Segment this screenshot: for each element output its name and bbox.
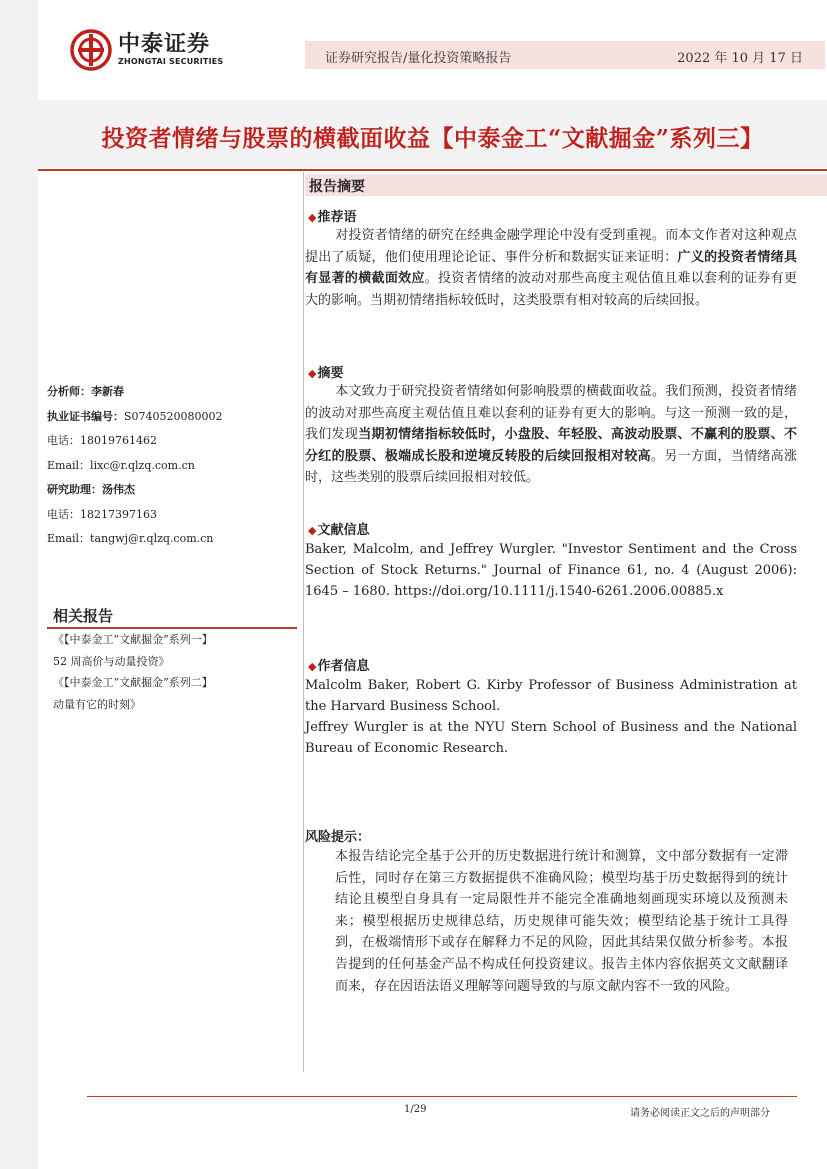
recommendation-text-2: 。投资者情绪的波动对那些高度主观估值且难以套利的证券有更大的影响。当期初情绪指标较低时，这类股票有相对较高的后续回报。 (305, 271, 797, 308)
left-margin-strip (0, 0, 38, 1169)
logo-english-name: ZHONGTAI SECURITIES (118, 57, 224, 66)
report-type-bar (305, 41, 825, 69)
analyst-phone: 电话：18019761462 (47, 434, 157, 447)
assistant-name: 汤伟杰 (102, 483, 135, 496)
analyst-info (47, 380, 297, 552)
abstract-paragraph (305, 381, 797, 489)
author-info-2: Jeffrey Wurgler is at the NYU Stern School of Business and the National Bureau of Economic Research. (305, 720, 797, 756)
related-report-item[interactable]: 52 周高价与动量投资》 (53, 654, 170, 668)
footer-divider (87, 1096, 797, 1097)
assistant-label: 研究助理： (47, 483, 102, 496)
author-title (308, 655, 369, 674)
assistant-email[interactable]: Email：tangwj@r.qlzq.com.cn (47, 532, 214, 545)
license-line (47, 405, 297, 430)
document-title: 投资者情绪与股票的横截面收益【中泰金工“文献掘金”系列三】 (101, 125, 764, 152)
related-reports-title: 相关报告 (47, 605, 297, 629)
related-report-item[interactable]: 《【中泰金工“文献掘金”系列二】 (53, 676, 213, 689)
footer-disclaimer: 请务必阅读正文之后的声明部分 (630, 1108, 770, 1119)
recommendation-paragraph (305, 225, 797, 311)
abstract-title-text: 摘要 (317, 366, 344, 381)
recommendation-title-text: 推荐语 (317, 210, 357, 225)
literature-citation: Baker, Malcolm, and Jeffrey Wurgler. "Investor Sentiment and the Cross Section of Stock Returns." Journal of Finance 61, no. 4 (August 2006): 1645 – 1680. https://doi.org/10.1111/j.1540-6261.2006.00885.x (305, 542, 797, 599)
risk-paragraph: 本报告结论完全基于公开的历史数据进行统计和测算，文中部分数据有一定滞后性，同时存在第三方数据提供不准确风险；模型均基于历史数据得到的统计结论且模型自身具有一定局限性并不能完全准确地刻画现实环境以及预测未来；模型根据历史规律总结，历史规律可能失效；模型结论基于统计工具得到，在极端情形下或存在解释力不足的风险，因此其结果仅做分析参考。本报告提到的任何基金产品不构成任何投资建议。报告主体内容依据英文文献翻译而来，存在因语法语义理解等问题导致的与原文献内容不一致的风险。 (335, 849, 788, 994)
literature-title-text: 文献信息 (317, 523, 370, 538)
author-info-1: Malcolm Baker, Robert G. Kirby Professor of Business Administration at the Harvard Business School. (305, 678, 797, 714)
abstract-highlight: 当期初情绪指标较低时，小盘股、年轻股、高波动股票、不赢利的股票、不分红的股票、极端成长股和逆境反转股的后续回报相对较高 (305, 427, 797, 464)
abstract-title (308, 362, 343, 381)
report-type: 证券研究报告/量化投资策略报告 (325, 51, 512, 66)
zhongtai-logo-icon (70, 29, 112, 71)
diamond-bullet-icon: ◆ (308, 524, 317, 537)
analyst-email[interactable]: Email：lixc@r.qlzq.com.cn (47, 458, 195, 472)
abstract-text-1: 本文致力于研究投资者情绪如何影响股票的横截面收益。我们预测，投资者情绪的波动对那些高度主观估值且难以套利的证券有更大的影响。与这一预测一致的是，我们发现 (305, 384, 797, 442)
assistant-phone: 电话：18217397163 (47, 507, 157, 521)
related-reports (47, 605, 297, 715)
recommendation-title (308, 206, 356, 225)
abstract-text-2: 。另一方面，当情绪高涨时，这些类别的股票后续回报相对较低。 (305, 448, 797, 485)
license-number: S0740520080002 (124, 409, 223, 423)
analyst-line (47, 380, 297, 405)
literature-title (308, 519, 369, 538)
diamond-bullet-icon: ◆ (308, 211, 317, 224)
company-logo (70, 28, 223, 72)
analyst-label: 分析师： (47, 385, 91, 398)
page-number: 1/29 (404, 1104, 427, 1115)
risk-title: 风险提示： (305, 830, 371, 845)
diamond-bullet-icon: ◆ (308, 367, 317, 380)
report-date: 2022 年 10 月 17 日 (677, 51, 803, 66)
analyst-name: 李新春 (91, 385, 124, 398)
column-divider (303, 172, 304, 1072)
related-report-item[interactable]: 动量有它的时刻》 (53, 697, 141, 711)
author-title-text: 作者信息 (317, 659, 370, 674)
title-band (38, 100, 827, 168)
title-divider (38, 169, 827, 171)
license-label: 执业证书编号： (47, 409, 124, 423)
diamond-bullet-icon: ◆ (308, 660, 317, 673)
recommendation-highlight: 广义的投资者情绪具有显著的横截面效应 (305, 249, 797, 286)
related-report-item[interactable]: 《【中泰金工“文献掘金”系列一】 (53, 633, 213, 646)
assistant-line (47, 478, 297, 503)
recommendation-text-1: 对投资者情绪的研究在经典金融学理论中没有受到重视。而本文作者对这种观点提出了质疑，他们使用理论论证、事件分析和数据实证来证明： (305, 228, 797, 265)
summary-header (305, 174, 827, 196)
logo-chinese-name: 中泰证券 (118, 32, 211, 57)
summary-header-label: 报告摘要 (309, 179, 365, 195)
